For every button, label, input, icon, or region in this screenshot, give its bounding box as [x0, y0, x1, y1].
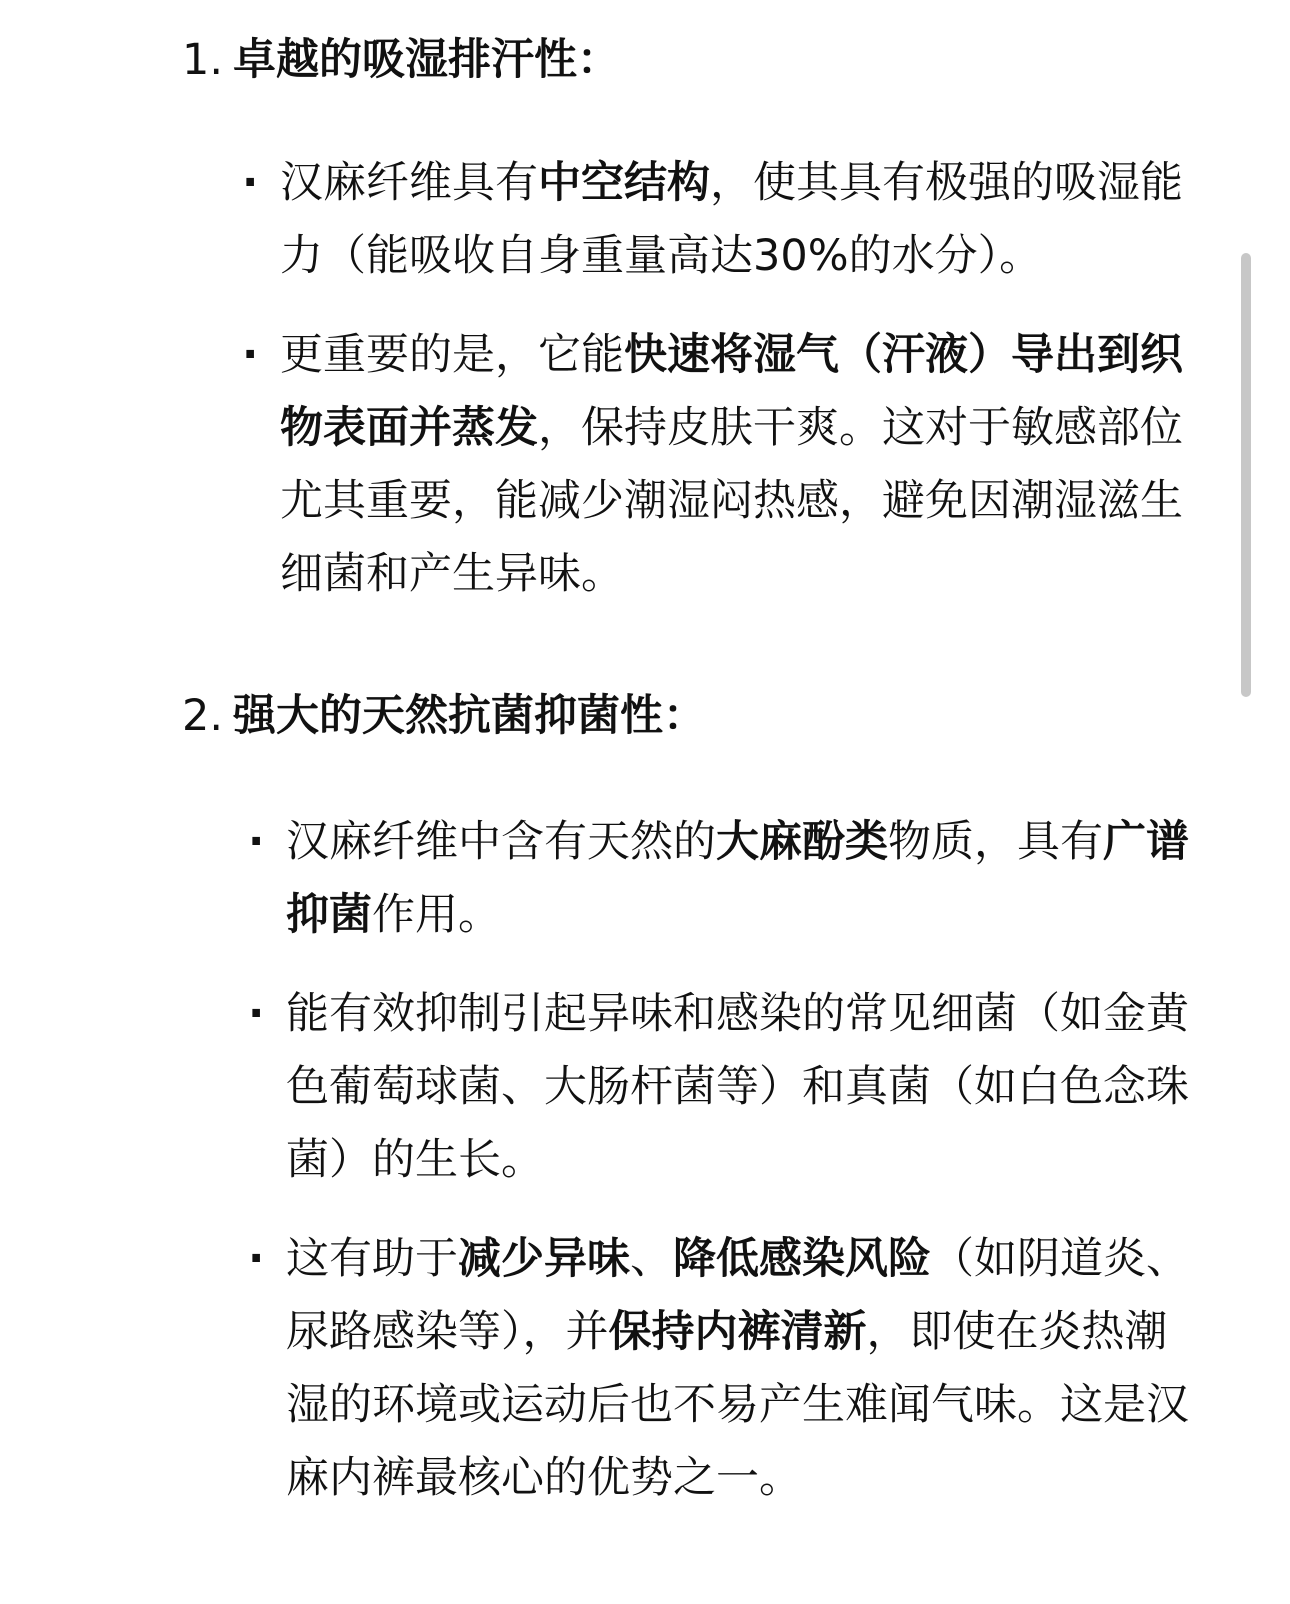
bullet-list	[242, 147, 1210, 611]
list-item	[248, 978, 1210, 1197]
bullet-dot-icon: ·	[248, 1234, 265, 1284]
list-item	[242, 319, 1210, 611]
section-number: 1.	[182, 35, 224, 85]
section-1	[182, 28, 1212, 611]
list-item	[242, 147, 1210, 293]
section-title: 强大的天然抗菌抑菌性：	[233, 691, 707, 741]
list-item	[248, 806, 1210, 952]
bullet-dot-icon: ·	[248, 989, 265, 1039]
bullet-text: 能有效抑制引起异味和感染的常见细菌（如金黄色葡萄球菌、大肠杆菌等）和真菌（如白色念珠菌）的生长。	[286, 989, 1189, 1185]
section-number: 2.	[182, 691, 224, 741]
vertical-scrollbar[interactable]	[1241, 253, 1251, 697]
bullet-text: 汉麻纤维具有中空结构，使其具有极强的吸湿能力（能吸收自身重量高达30%的水分）。	[280, 158, 1183, 281]
bullet-text: 这有助于减少异味、降低感染风险（如阴道炎、尿路感染等），并保持内裤清新，即使在炎热潮湿的环境或运动后也不易产生难闻气味。这是汉麻内裤最核心的优势之一。	[286, 1234, 1189, 1503]
bullet-text: 汉麻纤维中含有天然的大麻酚类物质，具有广谱抑菌作用。	[286, 817, 1189, 940]
bullet-dot-icon: ·	[242, 330, 259, 380]
bullet-text: 更重要的是，它能快速将湿气（汗液）导出到织物表面并蒸发，保持皮肤干爽。这对于敏感部位尤其重要，能减少潮湿闷热感，避免因潮湿滋生细菌和产生异味。	[280, 330, 1183, 599]
bullet-dot-icon: ·	[248, 817, 265, 867]
list-item	[248, 1223, 1210, 1515]
section-2-heading	[182, 684, 1212, 748]
bullet-list	[248, 806, 1210, 1515]
bullet-dot-icon: ·	[242, 158, 259, 208]
section-2	[182, 684, 1212, 1515]
section-1-heading	[182, 28, 1212, 92]
section-title: 卓越的吸湿排汗性：	[233, 35, 621, 85]
